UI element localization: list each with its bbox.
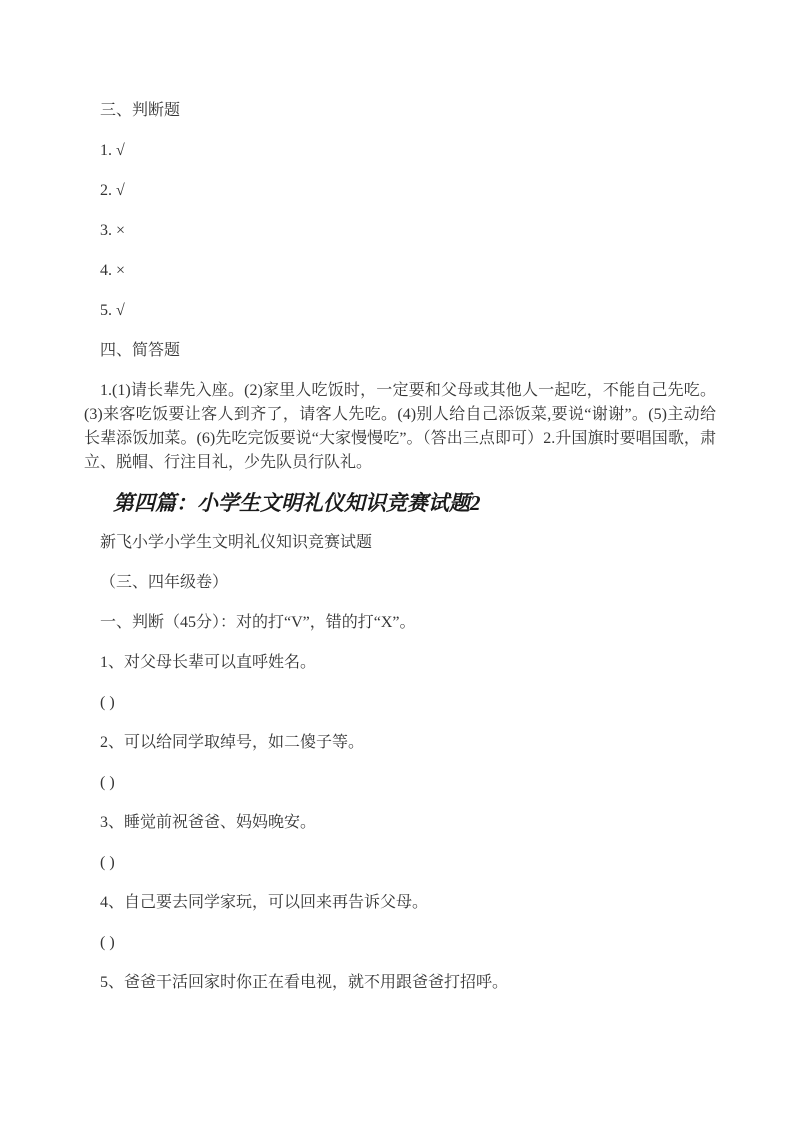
doc-heading: 第四篇：小学生文明礼仪知识竞赛试题2 bbox=[113, 491, 481, 515]
question-line: 5、爸爸干活回家时你正在看电视，就不用跟爸爸打招呼。 bbox=[100, 974, 509, 991]
section-title: 四、简答题 bbox=[100, 342, 181, 359]
answer-line: 3. × bbox=[100, 222, 126, 239]
answer-blank: ( ) bbox=[100, 854, 115, 871]
question-line: 1、对父母长辈可以直呼姓名。 bbox=[100, 654, 317, 671]
question-line: 4、自己要去同学家玩，可以回来再告诉父母。 bbox=[100, 894, 429, 911]
body-paragraph: 1.(1)请长辈先入座。(2)家里人吃饭时，一定要和父母或其他人一起吃，不能自己先吃。(3)来客吃饭要让客人到齐了，请客人先吃。(4)别人给自己添饭菜,要说“谢谢”。(5)主动给长辈添饭加菜。(6)先吃完饭要说“大家慢慢吃”。（答出三点即可）2.升国旗时要唱国歌，肃立、脱帽、行注目礼，少先队员行队礼。 bbox=[84, 382, 716, 471]
answer-line: 2. √ bbox=[100, 182, 125, 199]
document-content bbox=[84, 99, 716, 995]
answer-line: 4. × bbox=[100, 262, 126, 279]
subtitle-line: （三、四年级卷） bbox=[100, 574, 229, 591]
answer-line: 5. √ bbox=[100, 302, 125, 319]
answer-blank: ( ) bbox=[100, 694, 115, 711]
question-line: 3、睡觉前祝爸爸、妈妈晚安。 bbox=[100, 814, 317, 831]
section-title: 三、判断题 bbox=[100, 102, 181, 119]
question-line: 2、可以给同学取绰号，如二傻子等。 bbox=[100, 734, 365, 751]
answer-line: 1. √ bbox=[100, 142, 125, 159]
subtitle-line: 新飞小学小学生文明礼仪知识竞赛试题 bbox=[100, 534, 373, 551]
answer-blank: ( ) bbox=[100, 774, 115, 791]
subtitle-line: 一、判断（45分）：对的打“V”，错的打“X”。 bbox=[100, 614, 416, 631]
answer-blank: ( ) bbox=[100, 934, 115, 951]
